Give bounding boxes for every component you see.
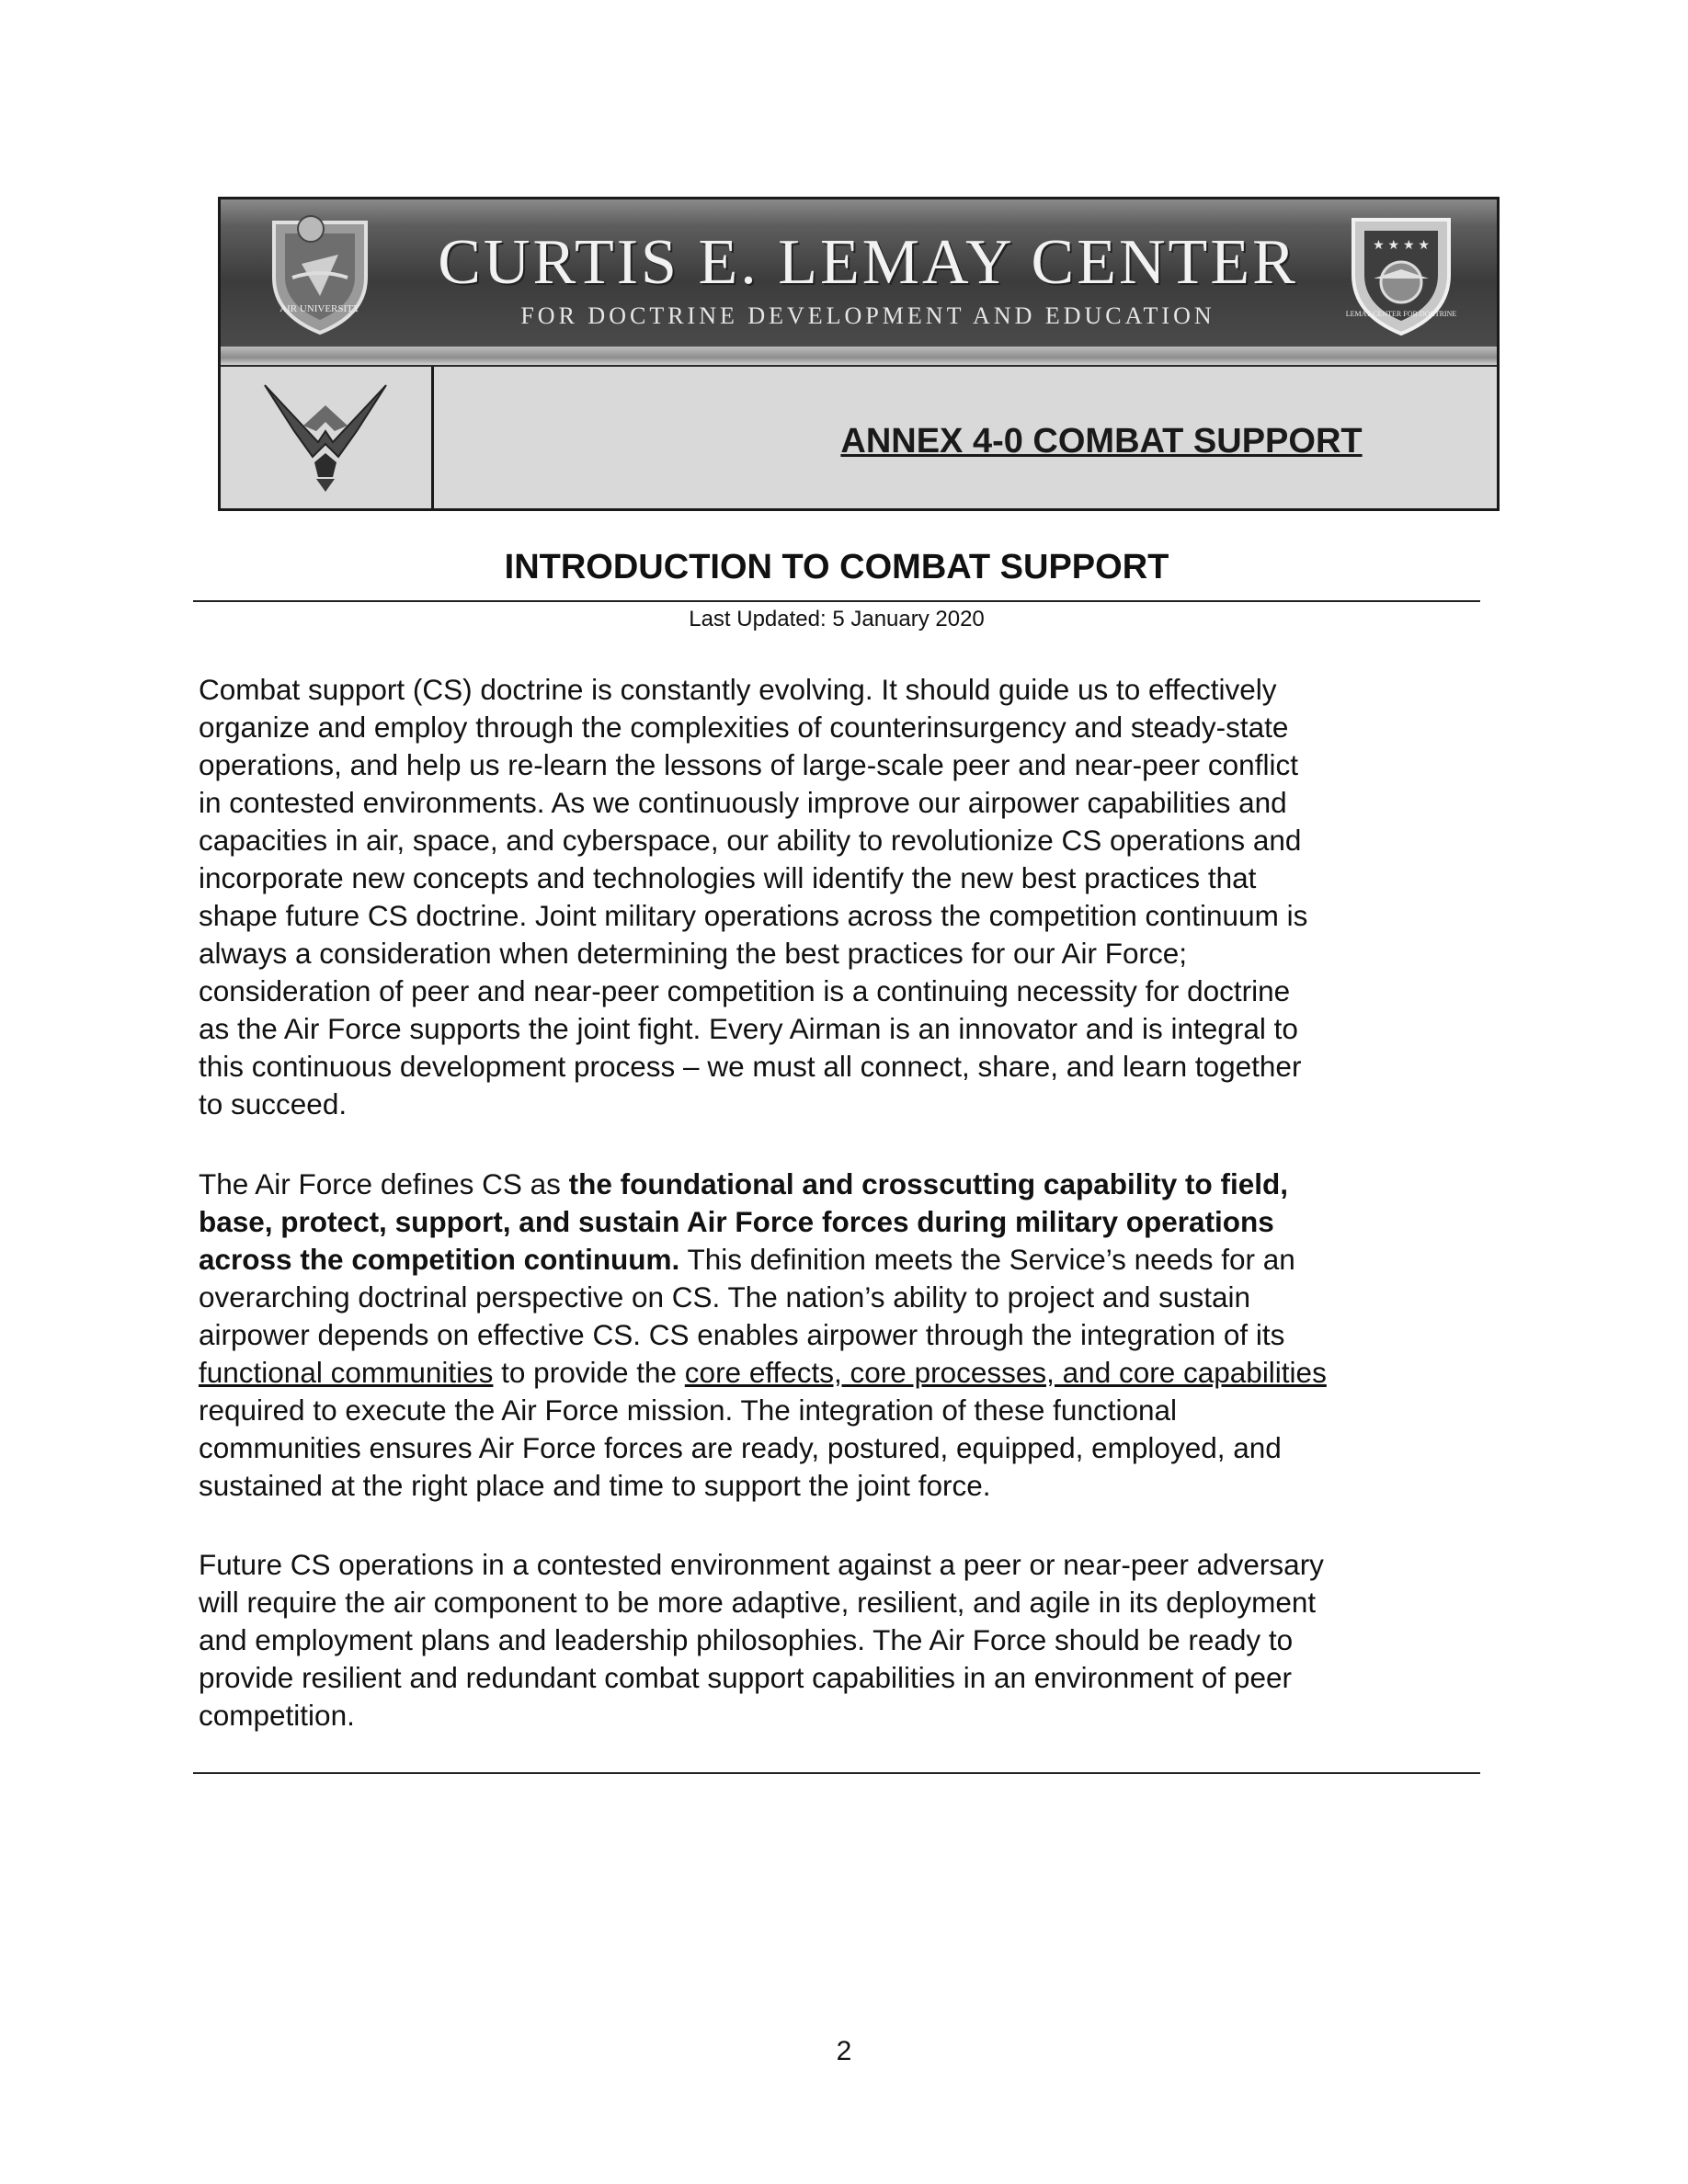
last-updated: Last Updated: 5 January 2020: [689, 607, 985, 631]
annex-title: ANNEX 4-0 COMBAT SUPPORT: [840, 421, 1363, 461]
header-banner: [218, 197, 1500, 511]
text-line: overarching doctrinal perspective on CS. The nation’s ability to project and sustain: [199, 1280, 1250, 1314]
text-line: organize and employ through the complexities of counterinsurgency and steady-state: [199, 711, 1289, 744]
text-line: as the Air Force supports the joint fight. Every Airman is an innovator and is integral to: [199, 1012, 1298, 1045]
text-line: airpower depends on effective CS. CS enables airpower through the integration of its: [199, 1318, 1285, 1351]
text-line: communities ensures Air Force forces are ready, postured, equipped, employed, and: [199, 1431, 1282, 1464]
page-title: INTRODUCTION TO COMBAT SUPPORT: [504, 548, 1169, 586]
text-line: to succeed.: [199, 1087, 348, 1120]
functional-communities-link[interactable]: functional communities: [199, 1356, 494, 1389]
air-force-wings-icon: [261, 378, 390, 497]
text-line: required to execute the Air Force mission. The integration of these functional: [199, 1393, 1178, 1427]
heading-divider: [193, 600, 1480, 602]
center-subtitle: FOR DOCTRINE DEVELOPMENT AND EDUCATION: [520, 302, 1215, 329]
text-line: sustained at the right place and time to support the joint force.: [199, 1469, 991, 1502]
paragraph-3: [199, 1546, 1486, 1735]
text-line: [199, 1166, 1486, 1203]
text-run: This definition meets the Service’s needs for an: [679, 1243, 1295, 1276]
left-seal-text: AIR UNIVERSITY: [279, 303, 360, 314]
cs-definition-bold: across the competition continuum.: [199, 1243, 680, 1276]
text-line: competition.: [199, 1699, 355, 1732]
banner-title-band: [221, 199, 1497, 347]
text-line: Future CS operations in a contested environment against a peer or near-peer adversary: [199, 1548, 1324, 1581]
svg-text:★ ★ ★ ★: ★ ★ ★ ★: [1373, 237, 1430, 252]
text-line: consideration of peer and near-peer competition is a continuing necessity for doctrine: [199, 974, 1291, 1007]
core-effects-link[interactable]: core effects, core processes, and core capabilities: [684, 1356, 1327, 1389]
text-line: operations, and help us re-learn the lessons of large-scale peer and near-peer conflict: [199, 748, 1298, 781]
text-line: shape future CS doctrine. Joint military operations across the competition continuum is: [199, 899, 1308, 932]
text-run: to provide the: [493, 1356, 685, 1389]
text-line: will require the air component to be more adaptive, resilient, and agile in its deployment: [199, 1586, 1317, 1619]
text-line: always a consideration when determining the best practices for our Air Force;: [199, 937, 1188, 970]
air-force-symbol-cell: [221, 367, 434, 508]
cs-definition-bold: the foundational and crosscutting capability to field,: [568, 1167, 1288, 1200]
banner-lower-row: [221, 367, 1497, 508]
text-line: [199, 1354, 1486, 1392]
footer-divider: [193, 1772, 1480, 1774]
banner-divider-strip: [221, 347, 1497, 367]
text-line: incorporate new concepts and technologies will identify the new best practices that: [199, 861, 1257, 894]
text-run: The Air Force defines CS as: [199, 1167, 569, 1200]
text-line: capacities in air, space, and cyberspace, our ability to revolutionize CS operations and: [199, 824, 1302, 857]
paragraph-1: [199, 671, 1486, 1123]
text-line: provide resilient and redundant combat support capabilities in an environment of peer: [199, 1661, 1292, 1694]
text-line: this continuous development process – we must all connect, share, and learn together: [199, 1050, 1302, 1083]
text-line: in contested environments. As we continuously improve our airpower capabilities and: [199, 786, 1287, 819]
paragraph-2: [199, 1166, 1486, 1505]
center-title: CURTIS E. LEMAY CENTER: [438, 227, 1298, 298]
cs-definition-bold: base, protect, support, and sustain Air Force forces during military operations: [199, 1205, 1274, 1238]
text-line: Combat support (CS) doctrine is constantly evolving. It should guide us to effectively: [199, 673, 1277, 706]
air-university-seal-icon: [256, 209, 384, 342]
text-line: and employment plans and leadership philosophies. The Air Force should be ready to: [199, 1623, 1294, 1656]
lemay-center-seal-icon: [1337, 209, 1466, 342]
text-line: [199, 1241, 1486, 1279]
page-number: 2: [836, 2036, 852, 2066]
right-seal-text: LEMAY CENTER FOR DOCTRINE: [1345, 310, 1457, 318]
text-line: [199, 1203, 1486, 1241]
